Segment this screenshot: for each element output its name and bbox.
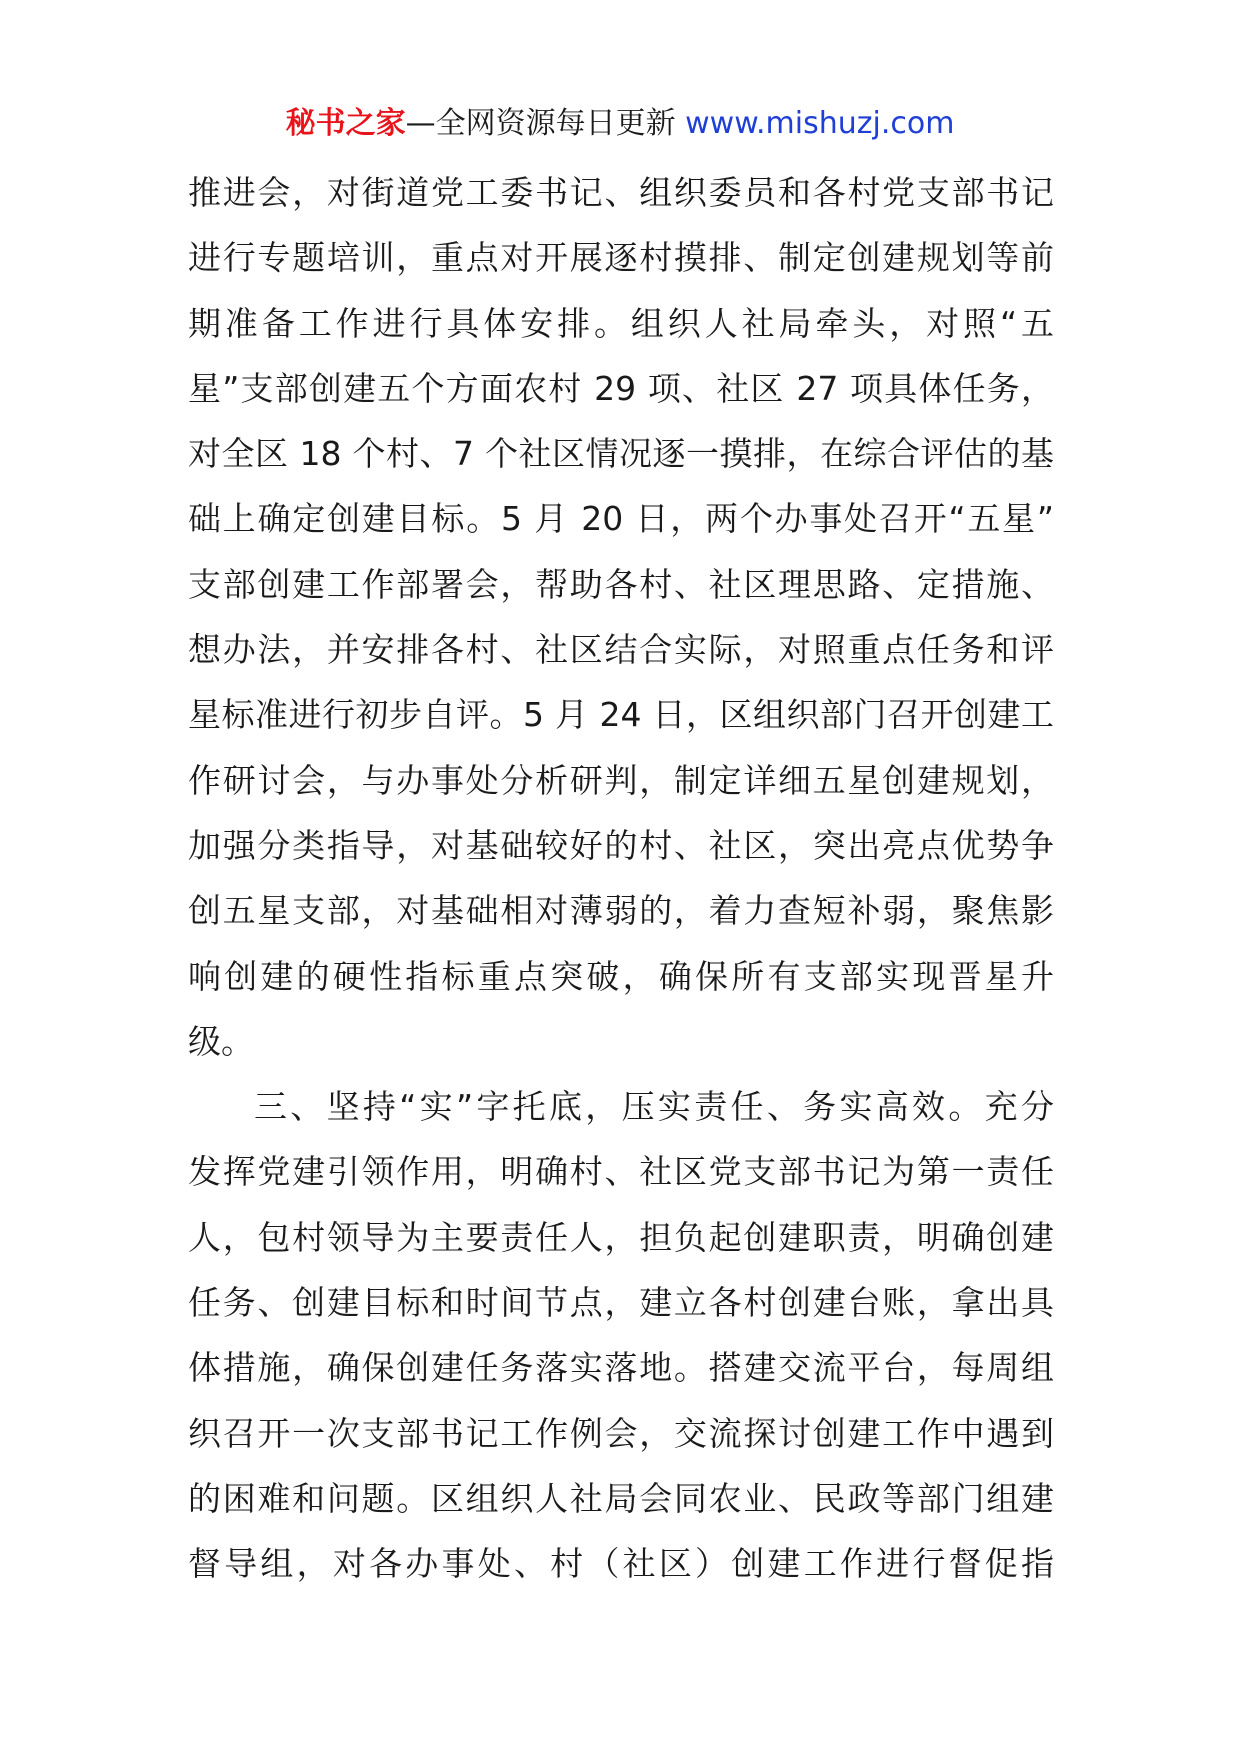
text-line: 级。 (188, 1021, 254, 1061)
text-line: 对全区 18 个村、7 个社区情况逐一摸排，在综合评估的基 (188, 434, 1054, 474)
text-line: 创五星支部，对基础相对薄弱的，着力查短补弱，聚焦影 (188, 891, 1054, 931)
text-line: 督导组，对各办事处、村（社区）创建工作进行督促指 (188, 1544, 1054, 1584)
text-line: 加强分类指导，对基础较好的村、社区，突出亮点优势争 (188, 825, 1054, 865)
text-line: 进行专题培训，重点对开展逐村摸排、制定创建规划等前 (188, 238, 1054, 278)
text-line: 发挥党建引领作用，明确村、社区党支部书记为第一责任 (188, 1152, 1054, 1192)
text-line: 体措施，确保创建任务落实落地。搭建交流平台，每周组 (188, 1348, 1054, 1388)
text-line: 推进会，对街道党工委书记、组织委员和各村党支部书记 (188, 173, 1054, 212)
text-line: 期准备工作进行具体安排。组织人社局牵头，对照“五 (188, 303, 1054, 343)
site-brand: 秘书之家 (285, 106, 406, 141)
text-line: 的困难和问题。区组织人社局会同农业、民政等部门组建 (188, 1478, 1054, 1518)
text-line: 想办法，并安排各村、社区结合实际，对照重点任务和评 (188, 630, 1054, 670)
text-line: 作研讨会，与办事处分析研判，制定详细五星创建规划， (188, 760, 1054, 800)
section-heading-line: 三、坚持“实”字托底，压实责任、务实高效。充分 (254, 1087, 1054, 1127)
text-line: 织召开一次支部书记工作例会，交流探讨创建工作中遇到 (188, 1413, 1054, 1453)
text-line: 人，包村领导为主要责任人，担负起创建职责，明确创建 (188, 1217, 1054, 1257)
text-line: 星标准进行初步自评。5 月 24 日，区组织部门召开创建工 (188, 695, 1054, 735)
text-line: 础上确定创建目标。5 月 20 日，两个办事处召开“五星” (188, 499, 1054, 539)
text-line: 星”支部创建五个方面农村 29 项、社区 27 项具体任务， (188, 368, 1054, 408)
site-header (0, 102, 1240, 146)
text-line: 支部创建工作部署会，帮助各村、社区理思路、定措施、 (188, 564, 1054, 604)
text-line: 响创建的硬性指标重点突破，确保所有支部实现晋星升 (188, 956, 1054, 996)
text-line: 任务、创建目标和时间节点，建立各村创建台账，拿出具 (188, 1283, 1054, 1323)
article-body (188, 160, 1054, 1597)
site-slogan: —全网资源每日更新 (405, 106, 686, 141)
site-url-link[interactable]: www.mishuzj.com (685, 106, 955, 141)
